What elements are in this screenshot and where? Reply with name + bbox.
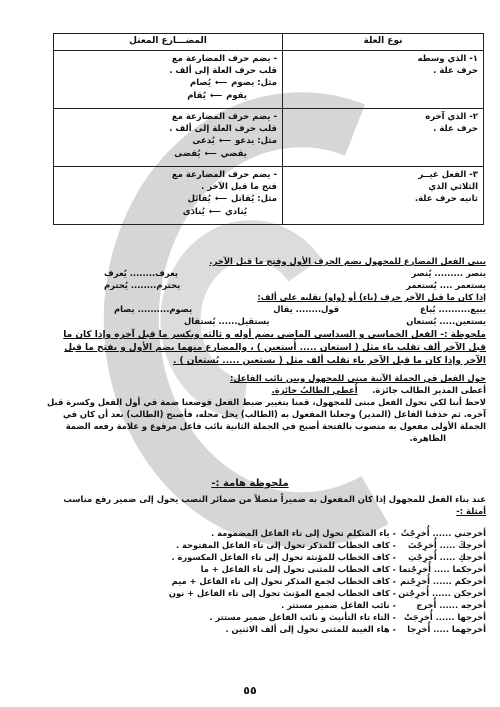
rule-text: - يضم حرف المضارعة مع [171, 112, 277, 122]
rule-text: إذا كان ما قبل الآخر حرف (ياء) أو (واو) تقلبه على ألف: [257, 292, 486, 302]
example-text: يستقيل...... يُستقال [184, 316, 270, 326]
present-passive-section [14, 255, 486, 327]
list-item: أخرجهما ..... أُخرِجا - هاء الغيبة للمثنى تحول إلى ألف الاثنين . [225, 624, 486, 634]
arrow-icon: ⟵ [209, 91, 223, 101]
example-line: يقضي⟵يُقضى [174, 149, 247, 159]
note-line: قبل الآخر ألف تقلب ياء مثل ( استعان ..... أُستعين ) ، والمضارع منهما يضم الأول و يفتح ما قبل [64, 343, 486, 353]
example-text: يصوم.......... يصام [114, 304, 193, 314]
table-row [54, 51, 484, 109]
example-text: ينصر ......... يُنصر [411, 268, 486, 278]
arrow-icon: ⟵ [214, 78, 228, 88]
header-type: نوع العلة [283, 34, 484, 51]
example-text: يحترم........ يُحترم [104, 280, 181, 290]
example-text: يستعين..... يُستعان [406, 316, 486, 326]
example-text: يبيع.......... يُباع [420, 304, 486, 314]
example-line: يُنادي⟵يُنادَى [182, 207, 247, 217]
explanation-line: آخره. ثم حذفنا الفاعل (المدير) وجعلنا المفعول به (الطالب) يحل محله، فأصبح (الطالب) بعد أن كان في [62, 409, 486, 419]
rule-text: - يضم حرف المضارعة مع [171, 170, 277, 180]
example-text: يستعمر .... يُستعمر [406, 280, 486, 290]
note-line: الآخر وإذا كان ما قبل الآخر ياء تقلب ألف مثل ( يستعين ..... يُستعان ) . [172, 356, 486, 366]
note-section [14, 329, 486, 368]
arrow-icon: ⟵ [218, 136, 232, 146]
weak-verbs-table [53, 33, 484, 225]
example-line: مثل: يدعو⟵يُدعى [192, 136, 277, 146]
type-text: ٣- الفعل غيــر [418, 170, 478, 180]
examples-list [40, 527, 486, 635]
page-number: ٥٥ [243, 684, 257, 697]
rule-text: فتح ما قبل الآخر . [201, 182, 277, 192]
list-item: أخرجكما ..... أُخرِجْتما - كاف الخطاب للمثنى تحول إلى تاء الفاعل + ما [200, 564, 486, 574]
section-title: حول الفعل في الجملة الآتية مبنى للمجهول وبين نائب الفاعل: [229, 373, 486, 383]
arrow-icon: ⟵ [208, 207, 221, 217]
type-text: ١- الذي وسطه [417, 54, 478, 64]
arrow-icon: ⟵ [214, 194, 228, 204]
type-text: الثلاثي الذي [428, 182, 478, 192]
example-text: يعرف........ يُعرف [104, 268, 178, 278]
rule-text: قلب حرف العلة إلى ألف . [169, 124, 277, 134]
type-text: ٢- الذي آخره [425, 112, 478, 122]
list-item: أخرجه ...... أُخرج - نائب الفاعل ضمير مستتر . [281, 600, 486, 610]
important-note-section [14, 478, 486, 517]
explanation-line: الجملة الأولى مفعول به منصوب بالفتحة أصبح في الجملة الثانية نائب فاعل مرفوع و علامة رفعه الضمة [65, 421, 486, 431]
list-item: أخرجكم ...... أُخرِجْتم - كاف الخطاب لجمع المذكر تحول إلى تاء الفاعل + ميم [171, 576, 486, 586]
arrow-icon: ⟵ [204, 149, 217, 159]
passive-exercise-section [14, 372, 486, 444]
section-title: يبنى الفعل المضارع للمجهول بضم الحرف الأول وفتح ما قبل الآخر. [209, 256, 486, 266]
list-item: أخرجني ...... أُخرِجْتُ - ياء المتكلم تحول إلى تاء الفاعل المضمومة . [211, 528, 486, 538]
list-item: أخرجكَ ..... أُخرِجْتَ - كاف الخطاب للمذكر تحول إلى تاء الفاعل المفتوحة . [175, 540, 486, 550]
rule-text: قلب حرف العلة إلى ألف . [169, 66, 277, 76]
explanation-line: الظاهرة. [409, 433, 446, 443]
example-text: قول........ يقال [273, 304, 340, 314]
header-present: المضـــارع المعتل [54, 34, 283, 51]
type-text: حرف علة . [433, 124, 478, 134]
type-text: حرف علة . [433, 66, 478, 76]
example-line: يقوم⟵يُقام [187, 91, 247, 101]
explanation-line: لاحظ أننا لكي نحول الفعل مبنى للمجهول، قمنا بتغيير ضبط الفعل فوضعنا ضمة في أول الفعل وكسرة قبل [46, 397, 486, 407]
example-text: أُعطي الطالبُ جائزة. [271, 385, 358, 395]
example-line: مثل: يُقاتل⟵يُقاتَل [187, 194, 277, 204]
list-item: أخرجكِ ..... أُخرِجْتِ - كاف الخطاب للمؤنثة تحول إلى تاء الفاعل المكسورة . [171, 552, 486, 562]
intro-line: أمثلة :- [456, 506, 486, 516]
list-item: أخرجكن ...... أُخرِجْتن - كاف الخطاب لجمع المؤنث تحول إلى تاء الفاعل + نون [168, 588, 486, 598]
table-row [54, 167, 484, 225]
rule-text: - يضم حرف المضارعة مع [171, 54, 277, 64]
section-title: ملحوظة هامة :- [211, 478, 289, 489]
type-text: ثانيه حرف علة. [414, 194, 478, 204]
table-row [54, 109, 484, 167]
note-line: ملحوظة :- الفعل الخماسي و السداسي الماضي يضم أوله و ثالثه ويكسر ما قبل آخره وإذا كان ما [63, 330, 486, 340]
example-text: أعطى المدير الطالب جائزة. [372, 385, 486, 395]
intro-line: عند بناء الفعل للمجهول إذا كان المفعول به ضميراً متصلاً من ضمائر النصب يحول إلى ضمير رفع مناسب [63, 494, 486, 504]
list-item: أخرجها ...... أُخرِجَتْ - التاء تاء التأنيث و نائب الفاعل ضمير مستتر . [209, 612, 486, 622]
example-line: مثل: يصوم⟵يُصام [189, 78, 277, 88]
